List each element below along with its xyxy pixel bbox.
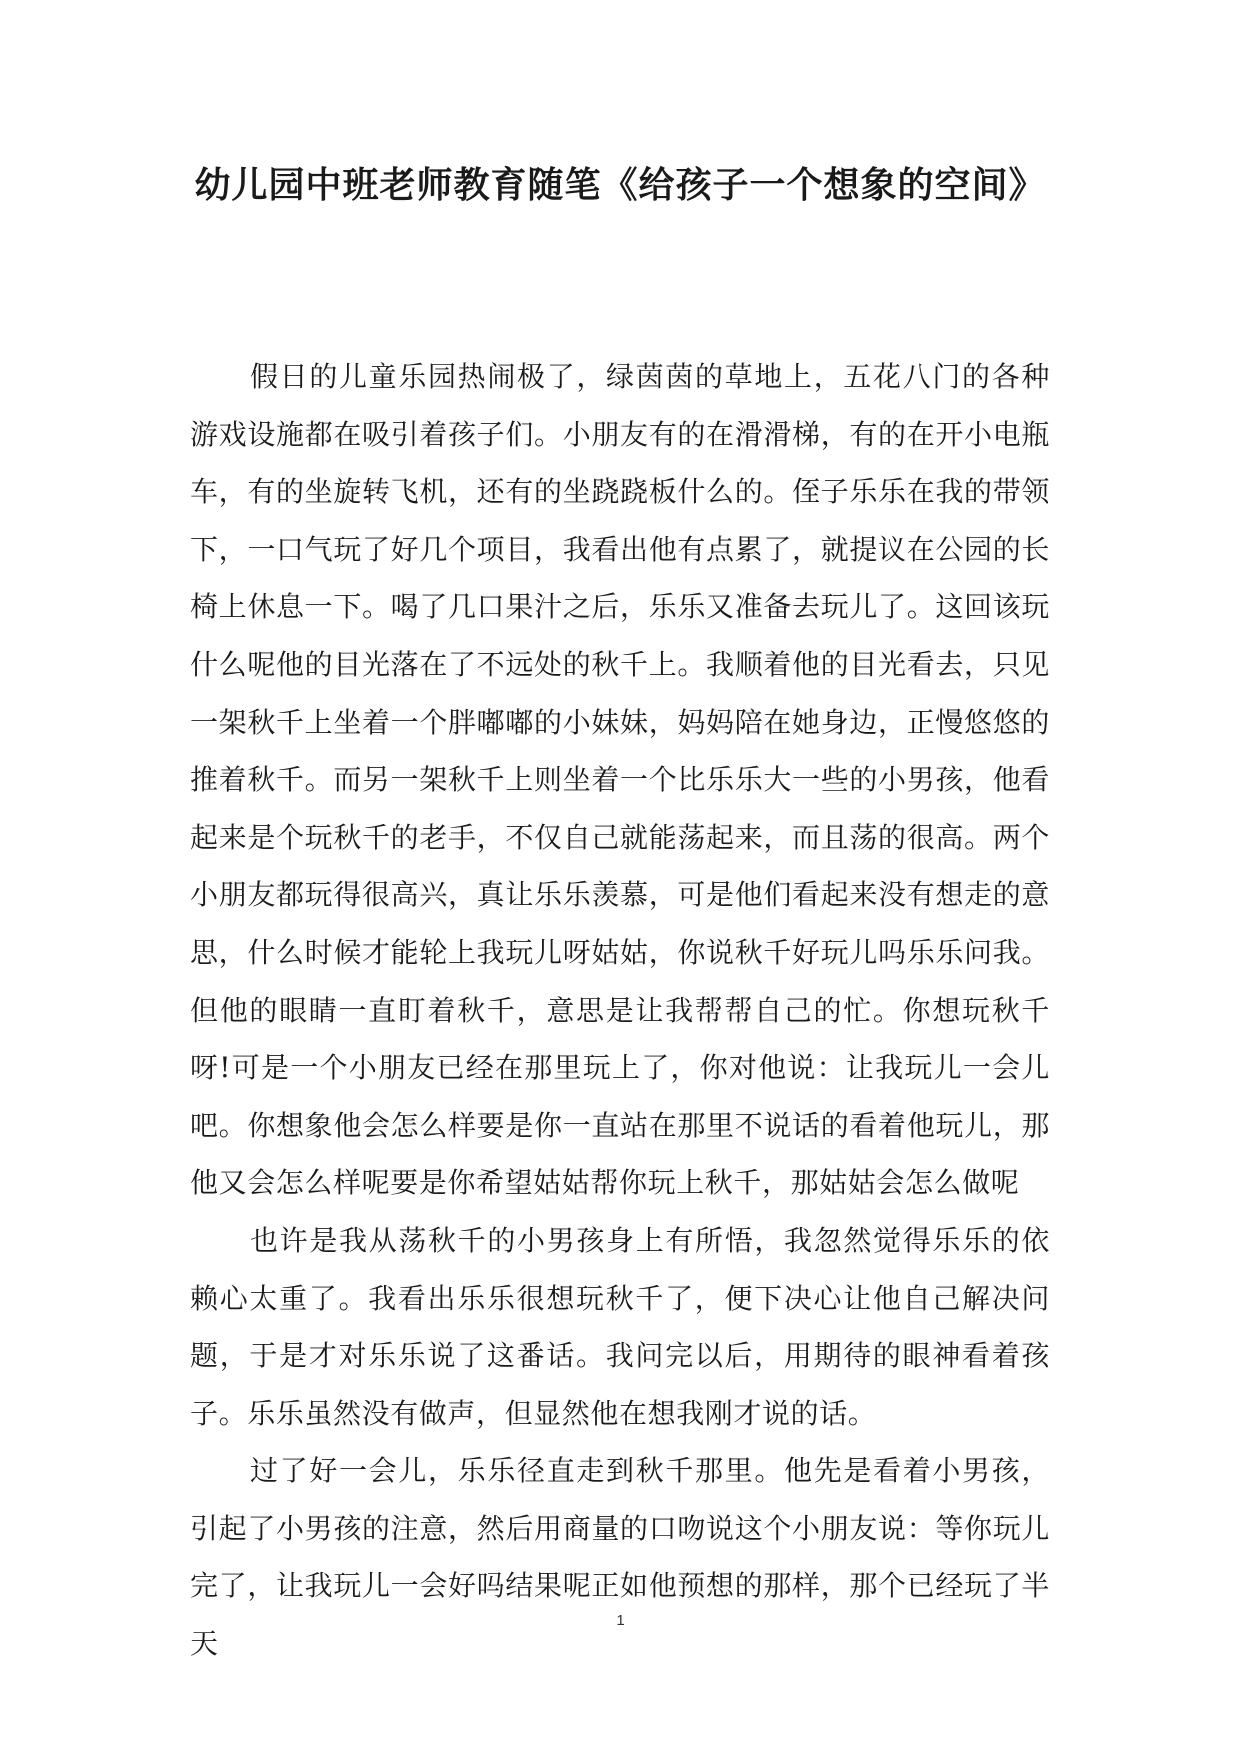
page-number: 1 <box>616 1612 625 1629</box>
paragraph-2: 也许是我从荡秋千的小男孩身上有所悟，我忽然觉得乐乐的依赖心太重了。我看出乐乐很想玩秋千了，便下决心让他自己解决问题，于是才对乐乐说了这番话。我问完以后，用期待的眼神看着孩子。乐乐虽然没有做声，但显然他在想我刚才说的话。 <box>190 1223 1050 1430</box>
document-body <box>190 348 1050 1673</box>
paragraph-3: 过了好一会儿，乐乐径直走到秋千那里。他先是看着小男孩，引起了小男孩的注意，然后用商量的口吻说这个小朋友说：等你玩儿完了，让我玩儿一会好吗结果呢正如他预想的那样，那个已经玩了半天 <box>190 1454 1050 1661</box>
paragraph-1: 假日的儿童乐园热闹极了，绿茵茵的草地上，五花八门的各种游戏设施都在吸引着孩子们。小朋友有的在滑滑梯，有的在开小电瓶车，有的坐旋转飞机，还有的坐跷跷板什么的。侄子乐乐在我的带领下，一口气玩了好几个项目，我看出他有点累了，就提议在公园的长椅上休息一下。喝了几口果汁之后，乐乐又准备去玩儿了。这回该玩什么呢他的目光落在了不远处的秋千上。我顺着他的目光看去，只见一架秋千上坐着一个胖嘟嘟的小妹妹，妈妈陪在她身边，正慢悠悠的推着秋千。而另一架秋千上则坐着一个比乐乐大一些的小男孩，他看起来是个玩秋千的老手，不仅自己就能荡起来，而且荡的很高。两个小朋友都玩得很高兴，真让乐乐羡慕，可是他们看起来没有想走的意思，什么时候才能轮上我玩儿呀姑姑，你说秋千好玩儿吗乐乐问我。但他的眼睛一直盯着秋千，意思是让我帮帮自己的忙。你想玩秋千呀!可是一个小朋友已经在那里玩上了，你对他说：让我玩儿一会儿吧。你想象他会怎么样要是你一直站在那里不说话的看着他玩儿，那他又会怎么样呢要是你希望姑姑帮你玩上秋千，那姑姑会怎么做呢 <box>190 360 1050 1200</box>
document-title: 幼儿园中班老师教育随笔《给孩子一个想象的空间》 <box>194 165 1046 206</box>
